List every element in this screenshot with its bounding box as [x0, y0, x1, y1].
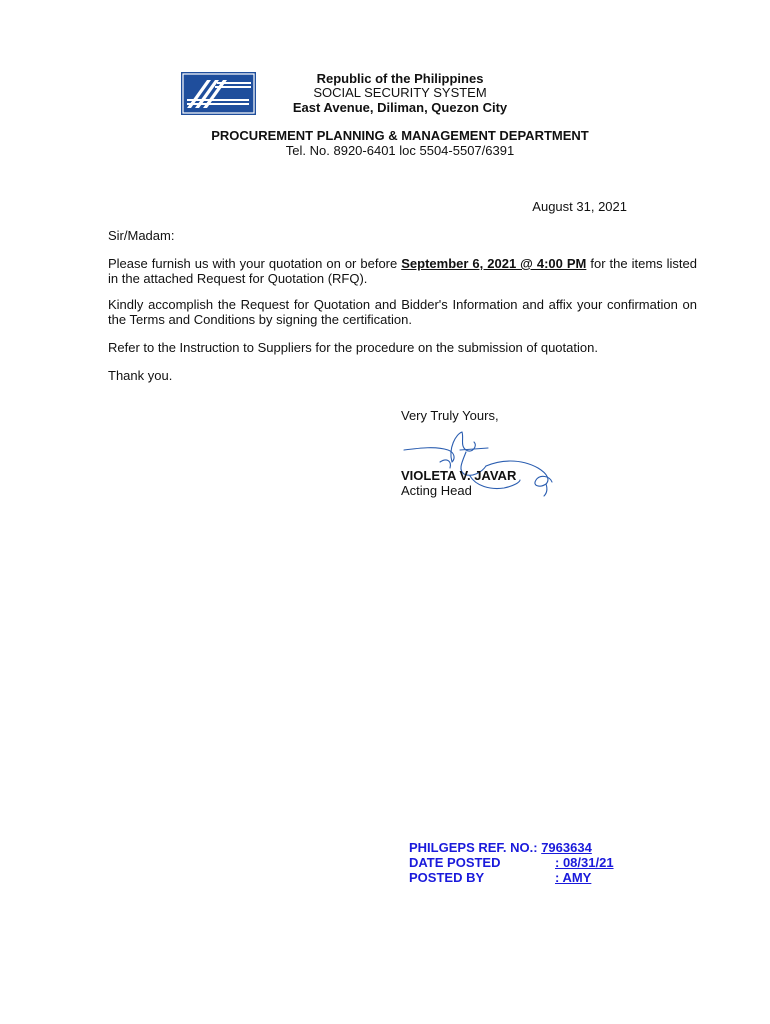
header-address: East Avenue, Diliman, Quezon City — [292, 100, 508, 115]
closing: Very Truly Yours, — [401, 408, 499, 423]
posted-by-row — [409, 870, 591, 885]
paragraph-quotation-request — [108, 256, 697, 286]
thank-you: Thank you. — [108, 368, 173, 383]
posted-by-value: : AMY — [555, 870, 592, 885]
p1-text-before: Please furnish us with your quotation on or before — [108, 256, 402, 271]
department-name: PROCUREMENT PLANNING & MANAGEMENT DEPARTMENT — [211, 128, 589, 143]
posted-by-label: POSTED BY — [409, 870, 485, 885]
date-posted-row — [409, 855, 614, 870]
paragraph-instructions: Kindly accomplish the Request for Quotation and Bidder's Information and affix your confirmation on the Terms and Conditions by signing the certification. — [108, 297, 697, 327]
p1-text-after: for the items listed in the attached Request for Quotation (RFQ). — [108, 256, 697, 286]
header-agency: SOCIAL SECURITY SYSTEM — [313, 85, 487, 100]
philgeps-ref-value: 7963634 — [541, 840, 592, 855]
date-posted-label: DATE POSTED — [409, 855, 501, 870]
deadline: September 6, 2021 @ 4:00 PM — [401, 256, 587, 271]
date-posted-value: : 08/31/21 — [555, 855, 614, 870]
philgeps-ref-label: PHILGEPS REF. NO.: — [409, 840, 538, 855]
telephone-number: Tel. No. 8920-6401 loc 5504-5507/6391 — [285, 143, 515, 158]
header-republic: Republic of the Philippines — [316, 71, 484, 86]
signer-title: Acting Head — [401, 483, 472, 498]
letter-date: August 31, 2021 — [532, 199, 627, 214]
salutation: Sir/Madam: — [108, 228, 175, 243]
paragraph-refer: Refer to the Instruction to Suppliers for the procedure on the submission of quotation. — [108, 340, 598, 355]
signer-name: VIOLETA V. JAVAR — [401, 468, 517, 483]
philgeps-ref-row — [409, 840, 592, 855]
